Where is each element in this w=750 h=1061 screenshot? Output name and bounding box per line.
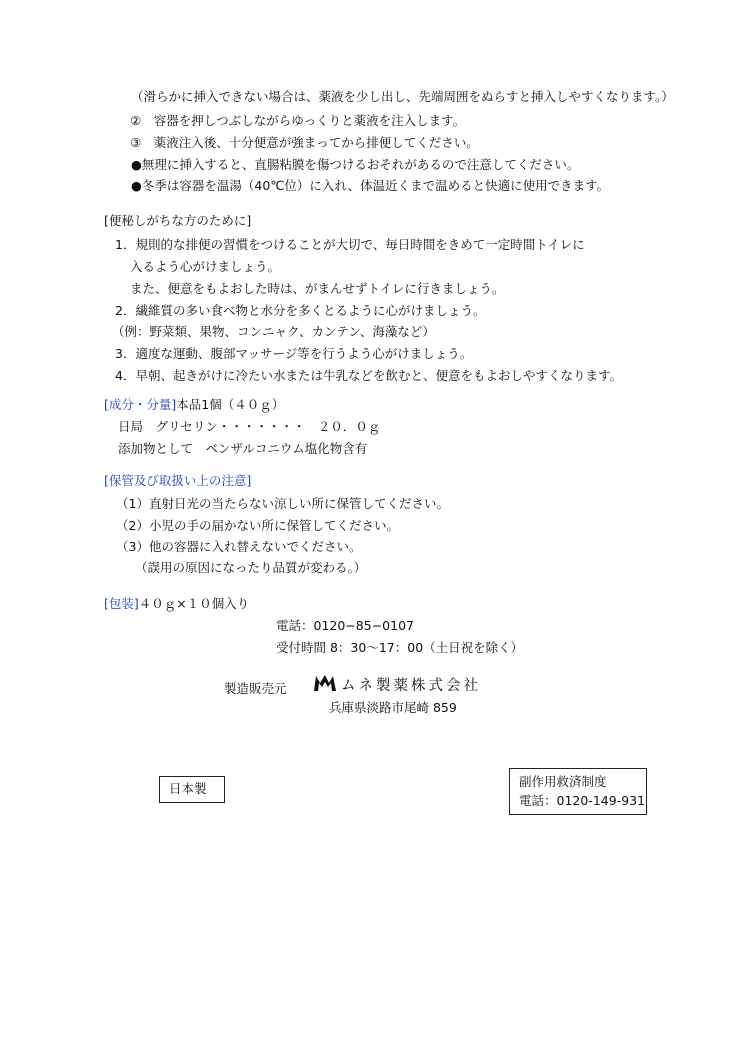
constipation-item-3: 3．適度な運動、腹部マッサージ等を行うよう心がけましょう。 (115, 346, 473, 361)
relief-system-box (509, 768, 647, 815)
ingredients-line-2: 添加物として ベンザルコニウム塩化物含有 (118, 441, 368, 456)
constipation-item-1: 1．規則的な排便の習慣をつけることが大切で、毎日時間をきめて一定時間トイレに (115, 237, 585, 252)
contact-phone: 電話：0120−85−0107 (276, 618, 414, 633)
origin-box (159, 776, 225, 803)
constipation-item-1-cont: 入るよう心がけましょう。 (130, 259, 281, 274)
storage-item-3: （3）他の容器に入れ替えないでください。 (116, 539, 362, 554)
manufacturer-address: 兵庫県淡路市尾崎 859 (329, 700, 457, 715)
origin-label: 日本製 (169, 781, 207, 796)
constipation-item-2-example: （例：野菜類、果物、コンニャク、カンテン、海藻など） (112, 324, 435, 339)
constipation-item-2: 2．繊維質の多い食べ物と水分を多くとるように心がけましょう。 (115, 303, 486, 318)
relief-system-phone: 電話：0120-149-931 (519, 793, 646, 808)
ingredients-amount: 本品1個（４０ｇ） (176, 397, 285, 412)
storage-item-3-note: （誤用の原因になったり品質が変わる。） (135, 560, 367, 575)
storage-item-2: （2）小児の手の届かない所に保管してください。 (116, 518, 399, 533)
usage-step-2: ② 容器を押しつぶしながらゆっくりと薬液を注入します。 (130, 113, 466, 128)
contact-hours: 受付時間 8：30〜17：00（土日祝を除く） (276, 640, 524, 655)
package-text: ４０ｇ×１０個入り (138, 596, 250, 611)
ingredients-heading: [成分・分量] (104, 397, 177, 412)
usage-caution-1: ●無理に挿入すると、直腸粘膜を傷つけるおそれがあるので注意してください。 (131, 157, 580, 172)
ingredients-line-1: 日局 グリセリン・・・・・・・ ２０．０ｇ (118, 419, 381, 434)
storage-item-1: （1）直射日光の当たらない涼しい所に保管してください。 (116, 496, 449, 511)
package-row (104, 596, 249, 612)
company-logo (313, 674, 337, 695)
package-heading: [包装] (104, 596, 139, 611)
constipation-item-4: 4．早朝、起きがけに冷たい水または牛乳などを飲むと、便意をもよおしやすくなります。 (115, 368, 622, 383)
constipation-heading: [便秘しがちな方のために] (104, 213, 252, 228)
relief-system-title: 副作用救済制度 (519, 774, 607, 789)
storage-heading: [保管及び取扱い上の注意] (104, 473, 252, 488)
company-logo-icon (313, 674, 337, 692)
usage-caution-2: ●冬季は容器を温湯（40℃位）に入れ、体温近くまで温めると快適に使用できます。 (131, 178, 610, 193)
usage-step-3: ③ 薬液注入後、十分便意が強まってから排便してください。 (130, 135, 479, 150)
ingredients-row (104, 397, 284, 413)
constipation-item-1-note: また、便意をもよおした時は、がまんせずトイレに行きましょう。 (130, 281, 505, 296)
manufacturer-name: ムネ製薬株式会社 (341, 678, 481, 694)
manufacturer-label: 製造販売元 (224, 681, 287, 696)
usage-continuation-note: （滑らかに挿入できない場合は、薬液を少し出し、先端周囲をぬらすと挿入しやすくなります。） (131, 89, 674, 104)
